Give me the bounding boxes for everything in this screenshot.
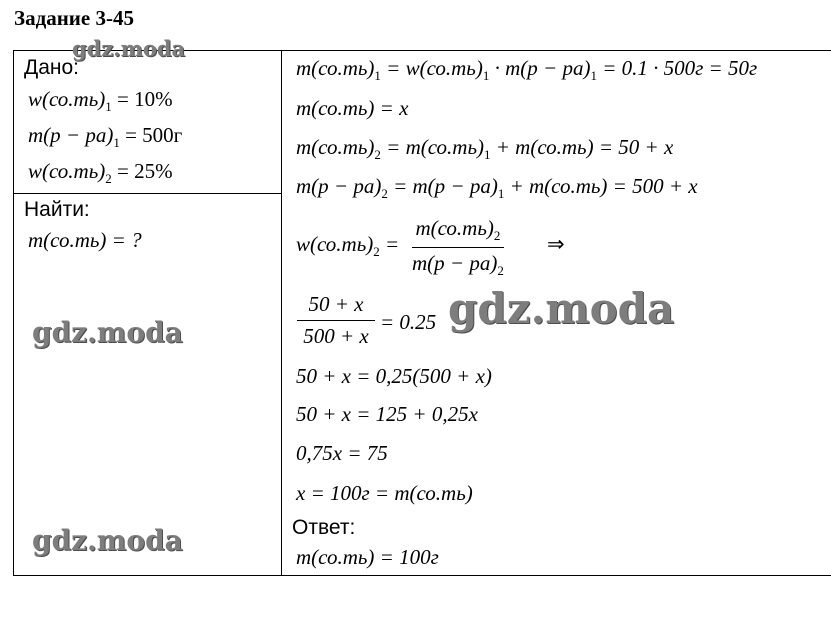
solution-line-6-rhs: = 0.25 bbox=[380, 310, 437, 334]
task-title: Задание 3-45 bbox=[14, 6, 134, 30]
solution-line-5-lhs: $w(со.ть)_2$ = bbox=[296, 232, 400, 259]
solution-line-1: $m(со.ть)_1 = w(со.ть)_1 \cdot m(p - pa)_1 = 0.1 \cdot 500г = 50г$ bbox=[296, 56, 758, 83]
given-find-divider bbox=[13, 193, 282, 194]
solution-line-8: 50 + x = 125 + 0,25x bbox=[296, 402, 478, 426]
implies-arrow: ⇒ bbox=[547, 232, 565, 256]
answer-header: Ответ: bbox=[292, 516, 356, 539]
watermark-logo: gdz.moda bbox=[32, 524, 183, 557]
column-divider bbox=[281, 50, 282, 576]
watermark-logo: gdz.moda bbox=[32, 316, 183, 349]
solution-line-10: x = 100г = m(со.ть) bbox=[296, 481, 473, 505]
given-header: Дано: bbox=[24, 56, 80, 79]
watermark-logo: gdz.moda bbox=[72, 36, 186, 61]
solution-line-7: 50 + x = 0,25(500 + x) bbox=[296, 364, 492, 388]
solution-line-6-fraction: 50 + x 500 + x bbox=[297, 292, 375, 349]
solution-line-9: 0,75x = 75 bbox=[296, 441, 388, 465]
given-line-1: $w(со.ть)_1 = 10\%$ bbox=[28, 87, 173, 114]
given-line-2: $m(p - pa)_1 = 500г$ bbox=[28, 123, 183, 150]
find-header: Найти: bbox=[24, 198, 90, 221]
solution-line-2: m(со.ть) = x bbox=[296, 96, 409, 120]
given-line-3: $w(со.ть)_2 = 25\%$ bbox=[28, 159, 173, 186]
answer-line: m(со.ть) = 100г bbox=[296, 545, 439, 569]
find-line: m(со.ть) = ? bbox=[28, 228, 142, 252]
solution-line-5-fraction: $m(со.ть)_2$ $m(p - pa)_2$ bbox=[412, 216, 504, 278]
solution-line-4: $m(p - pa)_2 = m(p - pa)_1 + m(со.ть) = 500 + x$ bbox=[296, 174, 698, 201]
watermark-logo: gdz.moda bbox=[448, 284, 675, 333]
solution-line-3: $m(со.ть)_2 = m(со.ть)_1 + m(со.ть) = 50 + x$ bbox=[296, 135, 674, 162]
